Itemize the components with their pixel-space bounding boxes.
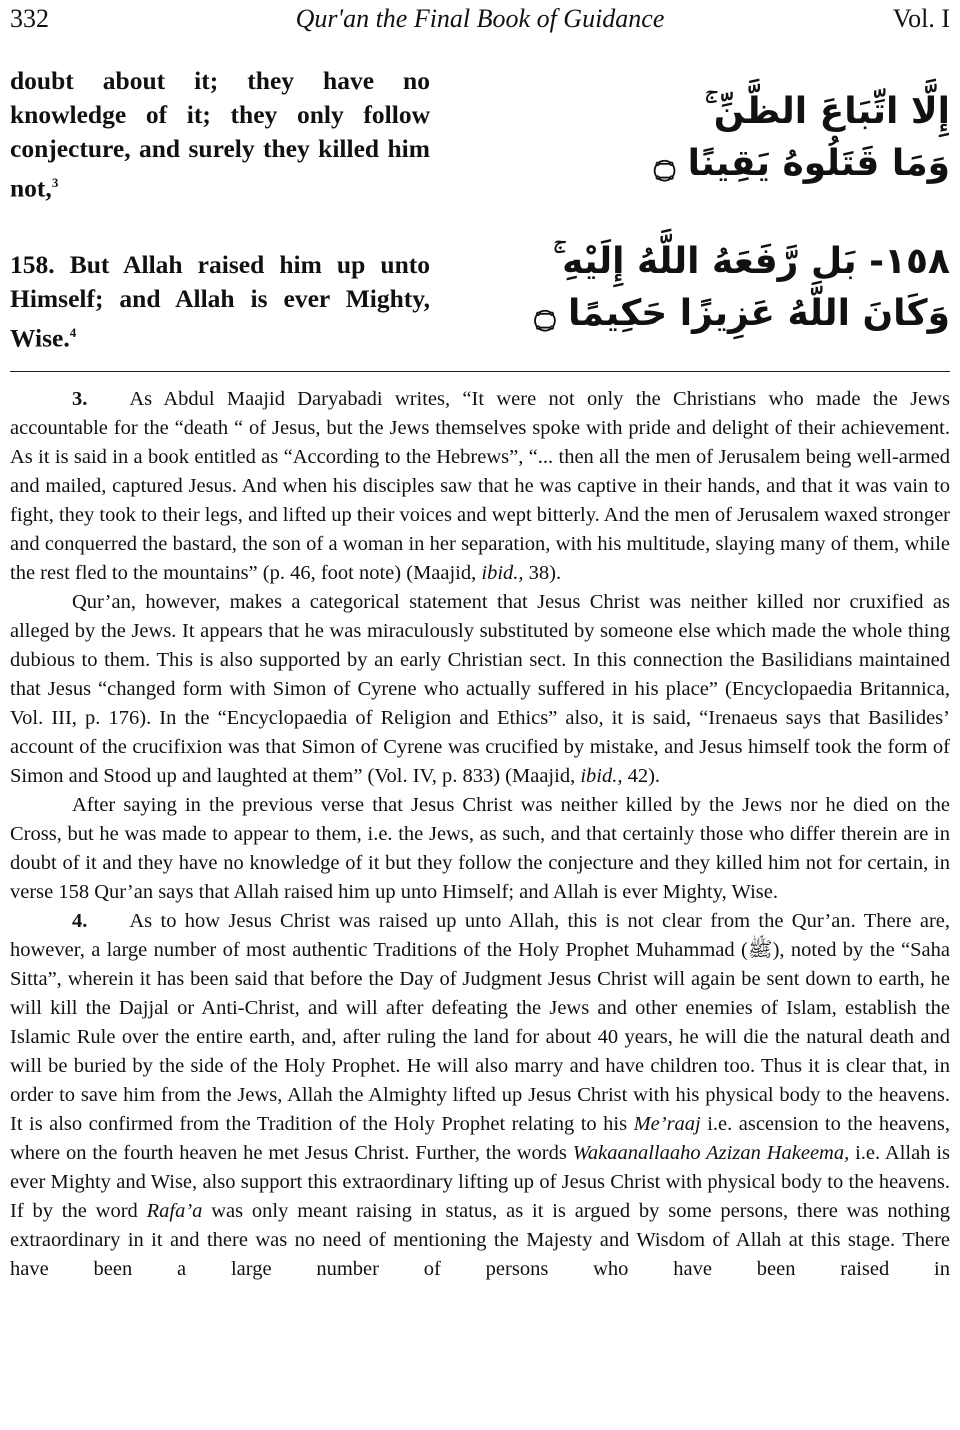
footnotes bbox=[10, 385, 950, 1284]
arabic-line: إِلَّا اتِّبَاعَ الظَّنِّ ۚ bbox=[704, 91, 950, 132]
verse-english: 158. But Allah raised him up unto Himself; and Allah is ever Mighty, Wise. bbox=[10, 250, 430, 353]
book-title: Qur'an the Final Book of Guidance bbox=[295, 4, 665, 33]
footnote-ref: 3 bbox=[51, 175, 59, 190]
verse-english: doubt about it; they have no knowledge of it; they only follow conjecture, and surely they killed him not, bbox=[10, 66, 430, 203]
footnote-3: 3. As Abdul Maajid Daryabadi writes, “It were not only the Christians who made the Jews accountable for the “death “ of Jesus, but the Jews themselves spoke with pride and delight of their achievement. As it is said in a book entitled as “According to the Hebrews”, “... then all the men of Jerusalem being well-armed and mailed, captured Jesus. And when his disciples saw that he was captive in their hands, and that it was vain to fight, they took to their legs, and lifted up their voices and wept bitterly. And the men of Jerusalem waxed stronger and conquerred the bastard, the son of a woman in her separation, with his multitude, slaying many of them, while the rest fled to the mountains” (p. 46, foot note) (Maajid, ibid., 38). bbox=[10, 388, 950, 584]
page-header bbox=[10, 2, 950, 36]
footnote-ref: 4 bbox=[69, 325, 77, 340]
verse-translation-158 bbox=[10, 248, 430, 356]
footnote-number: 4. bbox=[72, 910, 88, 932]
arabic-line: وَكَانَ اللَّهُ عَزِيزًا حَكِيمًا ۝ bbox=[534, 293, 950, 334]
arabic-line: ١٥٨- بَل رَّفَعَهُ اللَّهُ إِلَيْهِ ۚ bbox=[553, 241, 950, 282]
verse-translation-157 bbox=[10, 64, 430, 206]
verse-arabic-158 bbox=[534, 236, 950, 340]
verse-arabic-157 bbox=[654, 86, 950, 190]
volume-label: Vol. I bbox=[892, 4, 950, 33]
footnote-3-paragraph-2: Qur’an, however, makes a categorical statement that Jesus Christ was neither killed nor cruxified as alleged by the Jews. It appears that he was miraculously substituted by someone else which made the whole thing dubious to them. This is also supported by an early Christian sect. In this connection the Basilidians maintained that Jesus “changed form with Simon of Cyrene who actually suffered in his place” (Encyclopaedia Britannica, Vol. III, p. 176). In the “Encyclopaedia of Religion and Ethics” also, it is said, “Irenaeus says that Basilides’ account of the crucifixion was that Simon of Cyrene was crucified by mistake, and Jesus himself took the form of Simon and Stood up and laughted at them” (Vol. IV, p. 833) (Maajid, ibid., 42). bbox=[10, 591, 950, 787]
section-divider bbox=[10, 371, 950, 372]
arabic-line: وَمَا قَتَلُوهُ يَقِينًا ۝ bbox=[654, 143, 950, 184]
footnote-number: 3. bbox=[72, 388, 88, 410]
footnote-4: 4. As to how Jesus Christ was raised up unto Allah, this is not clear from the Qur’an. There are, however, a large number of most authentic Traditions of the Holy Prophet Muhammad (ﷺ), noted by the “Saha Sitta”, wherein it has been said that before the Day of Judgment Jesus Christ will again be sent down to earth, he will kill the Dajjal or Anti-Christ, and will after defeating the Jews and other enemies of Islam, establish the Islamic Rule over the entire earth, and, after ruling the land for about 40 years, he will die the natural death and will be buried by the side of the Holy Prophet. He will also marry and have children too. Thus it is clear that, in order to save him from the Jews, Allah the Almighty lifted up Jesus Christ with his physical body to the heavens. It is also confirmed from the Tradition of the Holy Prophet relating to his Me’raaj i.e. ascension to the heavens, where on the fourth heaven he met Jesus Christ. Further, the words Wakaanallaaho Azizan Hakeema, i.e. Allah is ever Mighty and Wise, also support this extraordinary lifting up of Jesus Christ with physical body to the heavens. If by the word Rafa’a was only meant raising in status, as it is argued by some persons, there was nothing extraordinary in it and there was no need of mentioning the Majesty and Wisdom of Allah at this stage. There have been a large number of persons who have been raised in bbox=[10, 910, 951, 1280]
footnote-3-paragraph-3: After saying in the previous verse that Jesus Christ was neither killed by the Jews nor he died on the Cross, but he was made to appear to them, i.e. the Jews, as such, and that certainly those who differ therein are in doubt of it and they have no knowledge of it but they follow the conjecture and they killed him not for certain, in verse 158 Qur’an says that Allah raised him up unto Himself; and Allah is ever Mighty, Wise. bbox=[10, 794, 950, 903]
page-number: 332 bbox=[10, 4, 49, 33]
